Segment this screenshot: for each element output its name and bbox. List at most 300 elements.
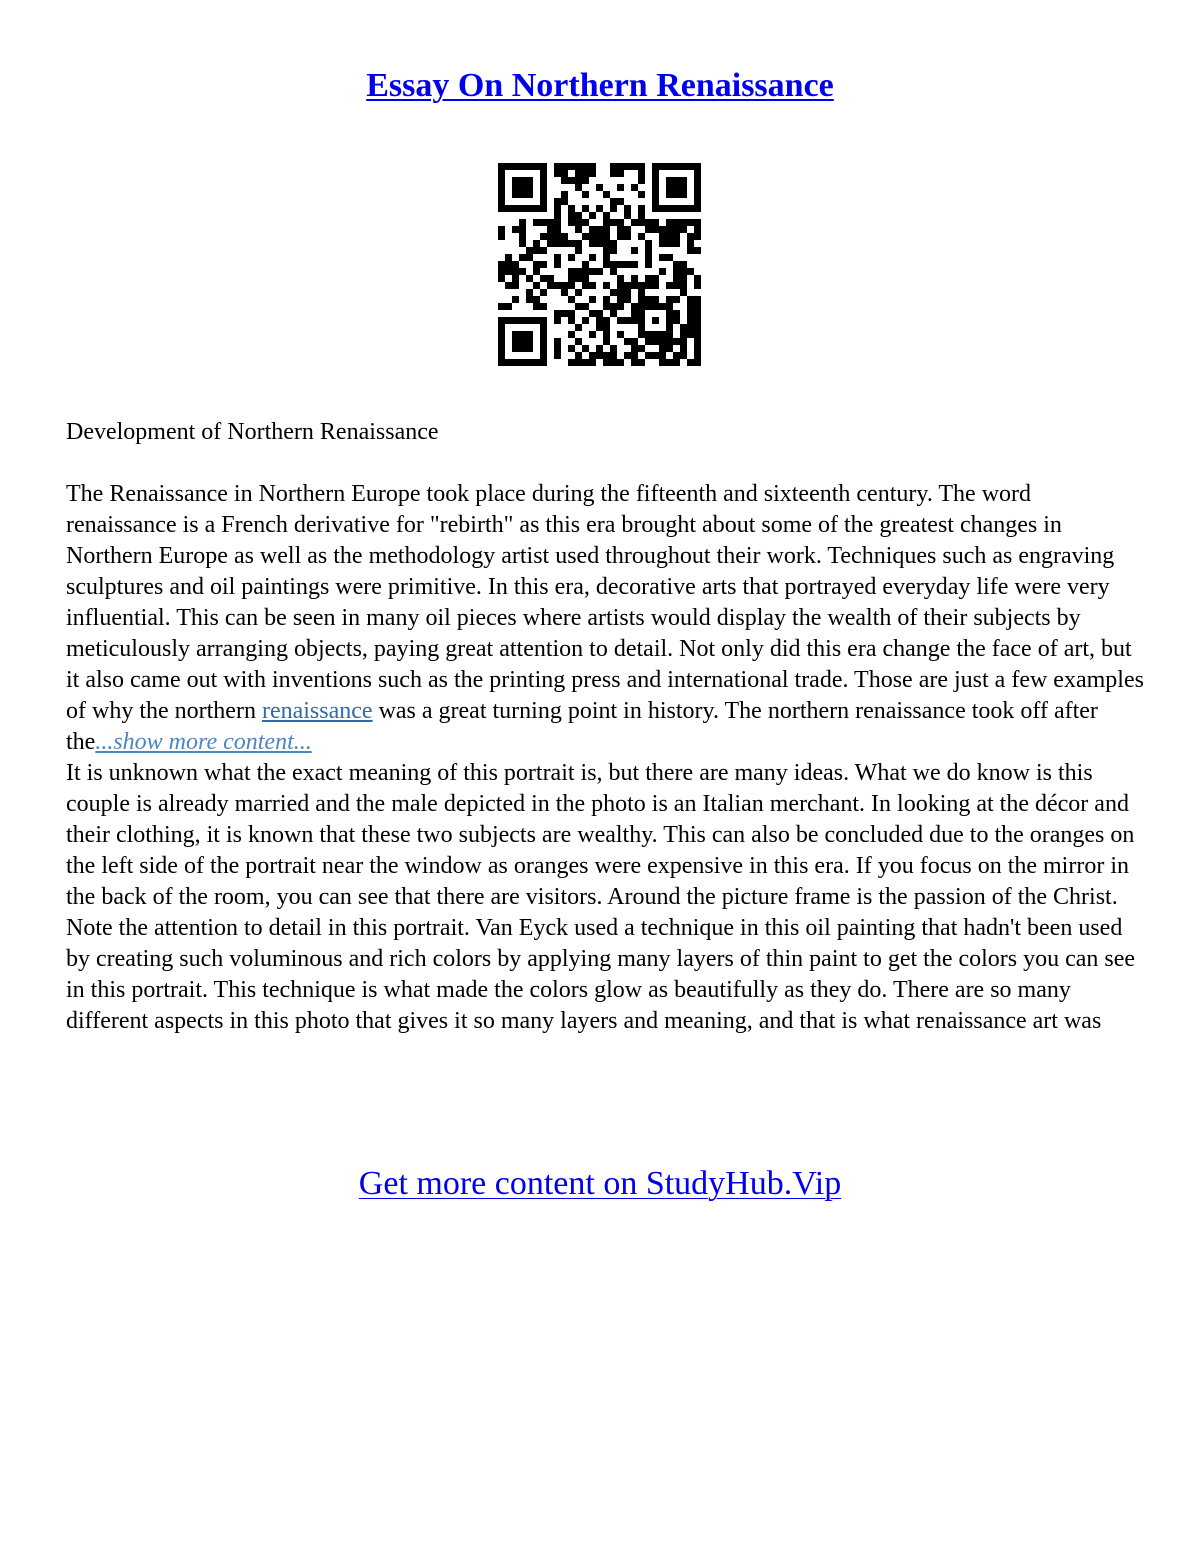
qr-module — [596, 317, 603, 324]
qr-module — [540, 338, 547, 345]
qr-module — [561, 282, 568, 289]
qr-module — [680, 338, 687, 345]
qr-module — [589, 240, 596, 247]
qr-module — [624, 352, 631, 359]
qr-module — [617, 184, 624, 191]
qr-module — [519, 317, 526, 324]
qr-module — [533, 163, 540, 170]
qr-module — [652, 198, 659, 205]
qr-module — [512, 317, 519, 324]
qr-module — [512, 226, 519, 233]
paragraph-intro-text: The Renaissance in Northern Europe took place during the fifteenth and sixteenth century. The word renaissance is a French derivative for "rebirth" as this era brought about some of the greatest changes in Northern Europe as well as the methodology artist used throughout their work. Techniques such as engraving sculptures and oil paintings were primitive. In this era, decorative arts that portrayed everyday life were very influential. This can be seen in many oil pieces where artists would display the wealth of their subjects by meticulously arranging objects, paying great attention to detail. Not only did this era change the face of art, but it also came out with inventions such as the printing press and international trade. Those are just a few examples of why the northern — [66, 481, 1144, 724]
qr-module — [561, 163, 568, 170]
qr-module — [554, 317, 561, 324]
qr-module — [568, 219, 575, 226]
qr-module — [631, 303, 638, 310]
qr-module — [540, 352, 547, 359]
qr-module — [673, 296, 680, 303]
qr-module — [582, 317, 589, 324]
qr-module — [582, 268, 589, 275]
qr-module — [582, 205, 589, 212]
qr-module — [631, 184, 638, 191]
qr-module — [540, 359, 547, 366]
paragraph-intro — [66, 479, 1146, 758]
qr-module — [568, 177, 575, 184]
qr-module — [519, 219, 526, 226]
qr-module — [652, 338, 659, 345]
qr-module — [687, 324, 694, 331]
qr-module — [498, 226, 505, 233]
qr-module — [512, 205, 519, 212]
qr-module — [673, 226, 680, 233]
qr-module — [575, 163, 582, 170]
qr-module — [554, 345, 561, 352]
qr-module — [561, 310, 568, 317]
qr-module — [680, 289, 687, 296]
qr-module — [673, 359, 680, 366]
qr-module — [526, 296, 533, 303]
qr-module — [645, 303, 652, 310]
qr-module — [498, 261, 505, 268]
qr-module — [652, 303, 659, 310]
qr-module — [694, 352, 701, 359]
qr-module — [519, 233, 526, 240]
qr-module — [582, 233, 589, 240]
qr-module — [582, 219, 589, 226]
qr-module — [659, 205, 666, 212]
qr-module — [512, 268, 519, 275]
qr-module — [519, 331, 526, 338]
qr-module — [680, 163, 687, 170]
qr-module — [547, 275, 554, 282]
qr-module — [659, 226, 666, 233]
studyhub-link[interactable]: Get more content on StudyHub.Vip — [358, 1165, 842, 1202]
qr-module — [673, 275, 680, 282]
qr-module — [568, 282, 575, 289]
qr-module — [582, 177, 589, 184]
qr-module — [533, 268, 540, 275]
qr-module — [519, 191, 526, 198]
qr-module — [582, 359, 589, 366]
qr-module — [554, 163, 561, 170]
qr-module — [694, 310, 701, 317]
qr-module — [638, 359, 645, 366]
qr-module — [526, 247, 533, 254]
qr-module — [610, 303, 617, 310]
qr-module — [540, 191, 547, 198]
qr-module — [512, 191, 519, 198]
qr-module — [610, 219, 617, 226]
qr-module — [652, 170, 659, 177]
qr-module — [694, 317, 701, 324]
qr-module — [659, 233, 666, 240]
qr-module — [575, 212, 582, 219]
qr-module — [617, 317, 624, 324]
qr-module — [540, 303, 547, 310]
qr-module — [498, 268, 505, 275]
qr-module — [624, 212, 631, 219]
qr-module — [631, 345, 638, 352]
qr-module — [680, 275, 687, 282]
qr-module — [694, 296, 701, 303]
qr-module — [666, 205, 673, 212]
qr-module — [666, 310, 673, 317]
qr-module — [582, 282, 589, 289]
qr-module — [617, 198, 624, 205]
qr-module — [498, 198, 505, 205]
qr-module — [533, 219, 540, 226]
qr-module — [498, 345, 505, 352]
qr-module — [666, 233, 673, 240]
qr-module — [610, 310, 617, 317]
qr-module — [575, 268, 582, 275]
qr-module — [603, 324, 610, 331]
qr-module — [610, 170, 617, 177]
qr-module — [540, 163, 547, 170]
qr-module — [561, 177, 568, 184]
qr-module — [673, 184, 680, 191]
qr-module — [554, 282, 561, 289]
qr-module — [673, 352, 680, 359]
qr-module — [533, 296, 540, 303]
qr-module — [603, 226, 610, 233]
qr-module — [624, 261, 631, 268]
qr-module — [512, 338, 519, 345]
qr-module — [526, 289, 533, 296]
qr-module — [575, 240, 582, 247]
qr-module — [666, 254, 673, 261]
qr-module — [687, 296, 694, 303]
qr-module — [498, 324, 505, 331]
qr-module — [638, 303, 645, 310]
qr-module — [596, 352, 603, 359]
qr-module — [680, 261, 687, 268]
qr-module — [694, 184, 701, 191]
qr-module — [631, 261, 638, 268]
qr-module — [659, 303, 666, 310]
qr-module — [554, 254, 561, 261]
qr-module — [652, 317, 659, 324]
qr-module — [512, 359, 519, 366]
qr-module — [638, 310, 645, 317]
qr-module — [540, 345, 547, 352]
qr-module — [666, 345, 673, 352]
qr-module — [512, 163, 519, 170]
qr-module — [561, 170, 568, 177]
qr-module — [673, 191, 680, 198]
qr-module — [540, 198, 547, 205]
qr-module — [568, 310, 575, 317]
qr-module — [603, 261, 610, 268]
title-link[interactable]: Essay On Northern Renaissance — [366, 67, 834, 104]
qr-module — [547, 233, 554, 240]
qr-module — [687, 233, 694, 240]
qr-module — [526, 254, 533, 261]
qr-module — [694, 345, 701, 352]
qr-module — [526, 331, 533, 338]
qr-module — [568, 296, 575, 303]
qr-module — [624, 338, 631, 345]
qr-module — [659, 338, 666, 345]
qr-module — [624, 296, 631, 303]
qr-module — [610, 240, 617, 247]
qr-module — [659, 359, 666, 366]
qr-module — [498, 170, 505, 177]
qr-module — [554, 170, 561, 177]
qr-module — [659, 254, 666, 261]
qr-module — [645, 226, 652, 233]
qr-module — [561, 240, 568, 247]
qr-module — [666, 226, 673, 233]
page-title — [0, 62, 1200, 110]
qr-module — [505, 282, 512, 289]
qr-module — [666, 240, 673, 247]
qr-module — [631, 247, 638, 254]
qr-module — [687, 219, 694, 226]
qr-module — [540, 184, 547, 191]
qr-module — [589, 296, 596, 303]
qr-module — [680, 226, 687, 233]
qr-module — [638, 205, 645, 212]
qr-module — [596, 205, 603, 212]
qr-module — [589, 268, 596, 275]
qr-module — [589, 212, 596, 219]
qr-module — [694, 191, 701, 198]
qr-module — [540, 205, 547, 212]
qr-module — [589, 226, 596, 233]
qr-module — [694, 205, 701, 212]
qr-module — [638, 289, 645, 296]
qr-module — [554, 338, 561, 345]
qr-module — [519, 163, 526, 170]
qr-module — [533, 359, 540, 366]
qr-module — [680, 345, 687, 352]
qr-module — [554, 198, 561, 205]
qr-module — [687, 205, 694, 212]
qr-module — [505, 359, 512, 366]
qr-module — [694, 177, 701, 184]
qr-module — [673, 317, 680, 324]
qr-module — [694, 219, 701, 226]
qr-module — [617, 282, 624, 289]
qr-module — [568, 275, 575, 282]
qr-module — [575, 226, 582, 233]
qr-module — [505, 317, 512, 324]
qr-module — [652, 191, 659, 198]
qr-module — [498, 352, 505, 359]
qr-module — [568, 240, 575, 247]
qr-module — [638, 170, 645, 177]
qr-module — [659, 268, 666, 275]
qr-module — [512, 296, 519, 303]
qr-module — [568, 331, 575, 338]
qr-module — [519, 240, 526, 247]
qr-module — [680, 268, 687, 275]
qr-module — [498, 184, 505, 191]
qr-module — [498, 177, 505, 184]
qr-module — [652, 163, 659, 170]
qr-module — [575, 275, 582, 282]
qr-module — [554, 233, 561, 240]
qr-module — [603, 240, 610, 247]
qr-module — [638, 233, 645, 240]
qr-module — [575, 247, 582, 254]
qr-module — [652, 352, 659, 359]
qr-module — [512, 345, 519, 352]
qr-module — [596, 240, 603, 247]
qr-module — [624, 163, 631, 170]
paragraph-portrait: It is unknown what the exact meaning of this portrait is, but there are many ideas. What we do know is this couple is already married and the male depicted in the photo is an Italian merchant. In looking at the décor and their clothing, it is known that these two subjects are wealthy. This can also be concluded due to the oranges on the left side of the portrait near the window as oranges were expensive in this era. If you focus on the mirror in the back of the room, you can see that there are visitors. Around the picture frame is the passion of the Christ. Note the attention to detail in this portrait. Van Eyck used a technique in this oil painting that hadn't been used by creating such voluminous and rich colors by applying many layers of thin paint to get the colors you can see in this portrait. This technique is what made the colors glow as beautifully as they do. There are so many different aspects in this photo that gives it so many layers and meaning, and that is what renaissance art was — [66, 760, 1136, 1034]
qr-module — [694, 275, 701, 282]
qr-module — [582, 275, 589, 282]
qr-module — [526, 345, 533, 352]
qr-module — [645, 261, 652, 268]
qr-module — [652, 296, 659, 303]
qr-module — [638, 191, 645, 198]
show-more-link[interactable]: ...show more content... — [95, 729, 312, 755]
qr-module — [694, 331, 701, 338]
qr-module — [687, 268, 694, 275]
qr-module — [519, 359, 526, 366]
qr-module — [645, 331, 652, 338]
qr-module — [519, 254, 526, 261]
qr-module — [533, 317, 540, 324]
qr-module — [533, 282, 540, 289]
qr-module — [645, 282, 652, 289]
qr-module — [568, 317, 575, 324]
paragraph-intro-text-after: was a great turning point in history. The northern renaissance took off after the — [66, 698, 1098, 755]
qr-module — [575, 170, 582, 177]
qr-module — [631, 310, 638, 317]
qr-module — [512, 261, 519, 268]
qr-module — [526, 177, 533, 184]
renaissance-link[interactable]: renaissance — [261, 698, 373, 724]
qr-module — [568, 205, 575, 212]
qr-module — [561, 289, 568, 296]
qr-module — [694, 338, 701, 345]
qr-module — [575, 184, 582, 191]
qr-module — [582, 170, 589, 177]
qr-module — [554, 219, 561, 226]
qr-module — [596, 310, 603, 317]
qr-code — [498, 163, 701, 366]
qr-module — [589, 254, 596, 261]
qr-module — [547, 219, 554, 226]
qr-module — [603, 359, 610, 366]
qr-module — [540, 177, 547, 184]
qr-module — [638, 163, 645, 170]
qr-module — [554, 310, 561, 317]
qr-module — [652, 282, 659, 289]
qr-module — [666, 317, 673, 324]
qr-module — [673, 233, 680, 240]
qr-module — [673, 282, 680, 289]
qr-module — [512, 275, 519, 282]
qr-module — [575, 324, 582, 331]
qr-module — [652, 177, 659, 184]
qr-module — [645, 338, 652, 345]
qr-module — [589, 170, 596, 177]
qr-module — [589, 310, 596, 317]
qr-module — [547, 226, 554, 233]
qr-module — [694, 303, 701, 310]
essay-body — [66, 417, 1146, 1037]
qr-module — [526, 275, 533, 282]
qr-module — [526, 184, 533, 191]
footer — [0, 1162, 1200, 1206]
qr-module — [603, 282, 610, 289]
qr-module — [519, 226, 526, 233]
qr-module — [498, 275, 505, 282]
qr-module — [498, 163, 505, 170]
qr-module — [694, 247, 701, 254]
qr-module — [540, 261, 547, 268]
qr-module — [617, 233, 624, 240]
qr-module — [603, 191, 610, 198]
qr-module — [638, 219, 645, 226]
qr-module — [589, 233, 596, 240]
qr-module — [694, 170, 701, 177]
qr-module — [526, 338, 533, 345]
qr-module — [498, 331, 505, 338]
qr-module — [519, 177, 526, 184]
qr-module — [540, 317, 547, 324]
qr-module — [673, 310, 680, 317]
qr-module — [610, 268, 617, 275]
qr-module — [666, 324, 673, 331]
qr-module — [519, 338, 526, 345]
qr-module — [680, 177, 687, 184]
qr-module — [631, 359, 638, 366]
qr-module — [617, 331, 624, 338]
qr-module — [575, 289, 582, 296]
qr-module — [582, 303, 589, 310]
qr-module — [617, 303, 624, 310]
qr-module — [589, 352, 596, 359]
qr-module — [631, 282, 638, 289]
qr-module — [603, 233, 610, 240]
qr-module — [512, 282, 519, 289]
qr-module — [673, 163, 680, 170]
qr-module — [568, 212, 575, 219]
qr-module — [666, 177, 673, 184]
qr-module — [659, 163, 666, 170]
qr-module — [603, 212, 610, 219]
qr-module — [547, 282, 554, 289]
qr-module — [561, 198, 568, 205]
qr-module — [673, 268, 680, 275]
qr-module — [498, 338, 505, 345]
qr-module — [694, 324, 701, 331]
qr-module — [666, 359, 673, 366]
qr-module — [638, 324, 645, 331]
qr-module — [540, 289, 547, 296]
qr-module — [603, 296, 610, 303]
qr-module — [638, 317, 645, 324]
qr-module — [498, 191, 505, 198]
qr-module — [582, 191, 589, 198]
qr-module — [526, 163, 533, 170]
qr-module — [512, 331, 519, 338]
qr-module — [512, 184, 519, 191]
qr-module — [512, 177, 519, 184]
qr-module — [561, 191, 568, 198]
qr-module — [624, 317, 631, 324]
qr-module — [568, 163, 575, 170]
qr-module — [554, 240, 561, 247]
qr-module — [554, 205, 561, 212]
qr-module — [652, 331, 659, 338]
